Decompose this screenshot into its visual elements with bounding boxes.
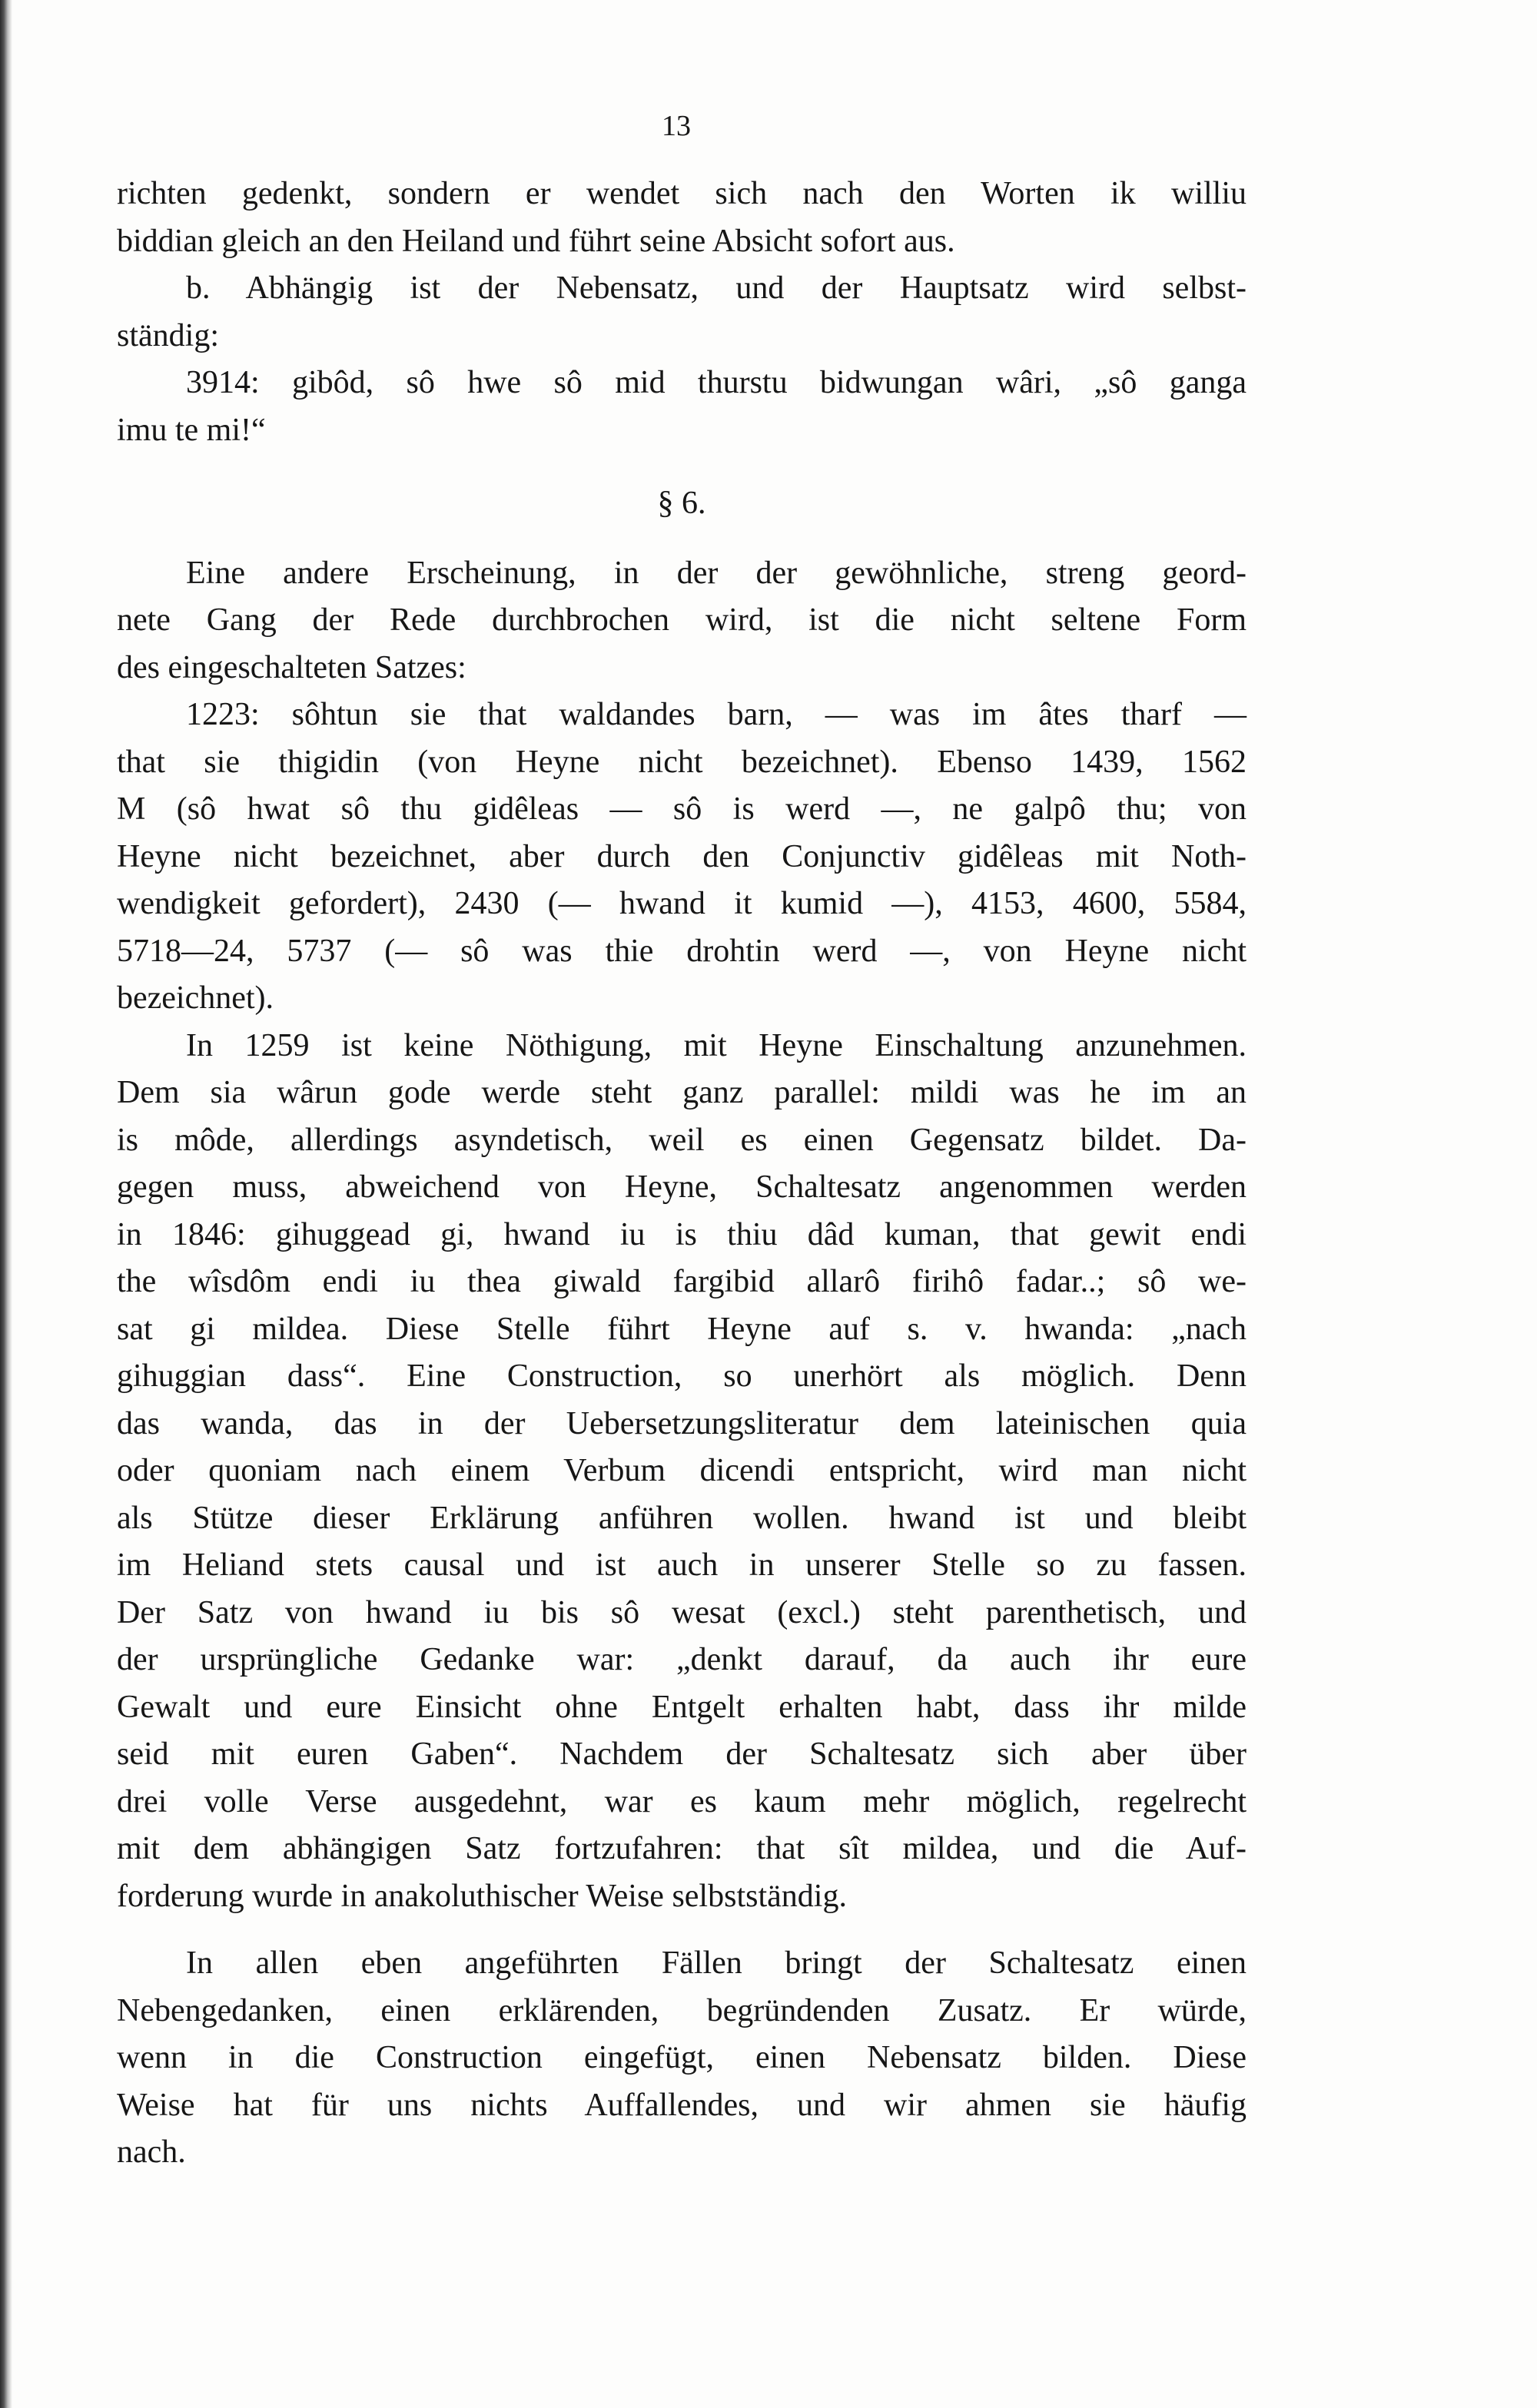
text-line: 1223: sôhtun sie that waldandes barn, — was im âtes tharf —: [186, 697, 1247, 732]
text-line: Der Satz von hwand iu bis sô wesat (excl.) steht parenthetisch, und: [117, 1594, 1247, 1630]
text-line: forderung wurde in anakoluthischer Weise selbstständig.: [117, 1878, 847, 1914]
text-line: Dem sia wârun gode werde steht ganz parallel: mildi was he im an: [117, 1075, 1247, 1110]
text-line: nach.: [117, 2134, 186, 2170]
text-line: der ursprüngliche Gedanke war: „denkt darauf, da auch ihr eure: [117, 1642, 1247, 1677]
text-line: that sie thigidin (von Heyne nicht bezeichnet). Ebenso 1439, 1562: [117, 744, 1247, 780]
text-line: gihuggian dass“. Eine Construction, so unerhört als möglich. Denn: [117, 1358, 1247, 1394]
text-line: seid mit euren Gaben“. Nachdem der Schaltesatz sich aber über: [117, 1736, 1247, 1772]
text-line: ständig:: [117, 317, 219, 353]
page-binding-edge: [0, 0, 12, 2408]
text-line: mit dem abhängigen Satz fortzufahren: that sît mildea, und die Auf-: [117, 1831, 1247, 1866]
page-number: 13: [662, 110, 691, 142]
text-line: drei volle Verse ausgedehnt, war es kaum mehr möglich, regelrecht: [117, 1783, 1247, 1819]
text-line: das wanda, das in der Uebersetzungsliteratur dem lateinischen quia: [117, 1405, 1247, 1441]
text-line: Nebengedanken, einen erklärenden, begründenden Zusatz. Er würde,: [117, 1992, 1247, 2028]
text-line: b. Abhängig ist der Nebensatz, und der Hauptsatz wird selbst-: [186, 270, 1247, 306]
text-line: wendigkeit gefordert), 2430 (— hwand it kumid —), 4153, 4600, 5584,: [117, 886, 1247, 921]
text-line: 3914: gibôd, sô hwe sô mid thurstu bidwungan wâri, „sô ganga: [186, 365, 1247, 400]
text-line: imu te mi!“: [117, 412, 266, 448]
text-line: In allen eben angeführten Fällen bringt der Schaltesatz einen: [186, 1945, 1247, 1981]
section-heading: § 6.: [657, 486, 706, 521]
text-line: in 1846: gihuggead gi, hwand iu is thiu dâd kuman, that gewit endi: [117, 1216, 1247, 1252]
text-line: richten gedenkt, sondern er wendet sich nach den Worten ik williu: [117, 176, 1247, 211]
text-line: the wîsdôm endi iu thea giwald fargibid allarô firihô fadar..; sô we-: [117, 1264, 1247, 1299]
text-line: im Heliand stets causal und ist auch in unserer Stelle so zu fassen.: [117, 1547, 1247, 1583]
text-line: oder quoniam nach einem Verbum dicendi entspricht, wird man nicht: [117, 1453, 1247, 1488]
body-text: [117, 171, 1247, 2177]
text-line: biddian gleich an den Heiland und führt seine Absicht sofort aus.: [117, 223, 955, 259]
text-line: gegen muss, abweichend von Heyne, Schaltesatz angenommen werden: [117, 1169, 1247, 1205]
text-line: In 1259 ist keine Nöthigung, mit Heyne Einschaltung anzunehmen.: [186, 1027, 1247, 1063]
text-line: als Stütze dieser Erklärung anführen wollen. hwand ist und bleibt: [117, 1500, 1247, 1536]
text-line: Heyne nicht bezeichnet, aber durch den Conjunctiv gidêleas mit Noth-: [117, 838, 1247, 874]
text-line: Eine andere Erscheinung, in der der gewöhnliche, streng geord-: [186, 555, 1247, 591]
text-line: Weise hat für uns nichts Auffallendes, und wir ahmen sie häufig: [117, 2087, 1247, 2123]
text-line: sat gi mildea. Diese Stelle führt Heyne auf s. v. hwanda: „nach: [117, 1311, 1247, 1347]
text-line: Gewalt und eure Einsicht ohne Entgelt erhalten habt, dass ihr milde: [117, 1689, 1247, 1725]
text-line: nete Gang der Rede durchbrochen wird, ist die nicht seltene Form: [117, 602, 1247, 638]
text-line: wenn in die Construction eingefügt, einen Nebensatz bilden. Diese: [117, 2040, 1247, 2075]
text-line: bezeichnet).: [117, 980, 274, 1016]
text-line: is môde, allerdings asyndetisch, weil es einen Gegensatz bildet. Da-: [117, 1122, 1247, 1158]
text-line: des eingeschalteten Satzes:: [117, 649, 466, 685]
text-line: M (sô hwat sô thu gidêleas — sô is werd —, ne galpô thu; von: [117, 791, 1247, 827]
text-line: 5718—24, 5737 (— sô was thie drohtin werd —, von Heyne nicht: [117, 933, 1247, 969]
